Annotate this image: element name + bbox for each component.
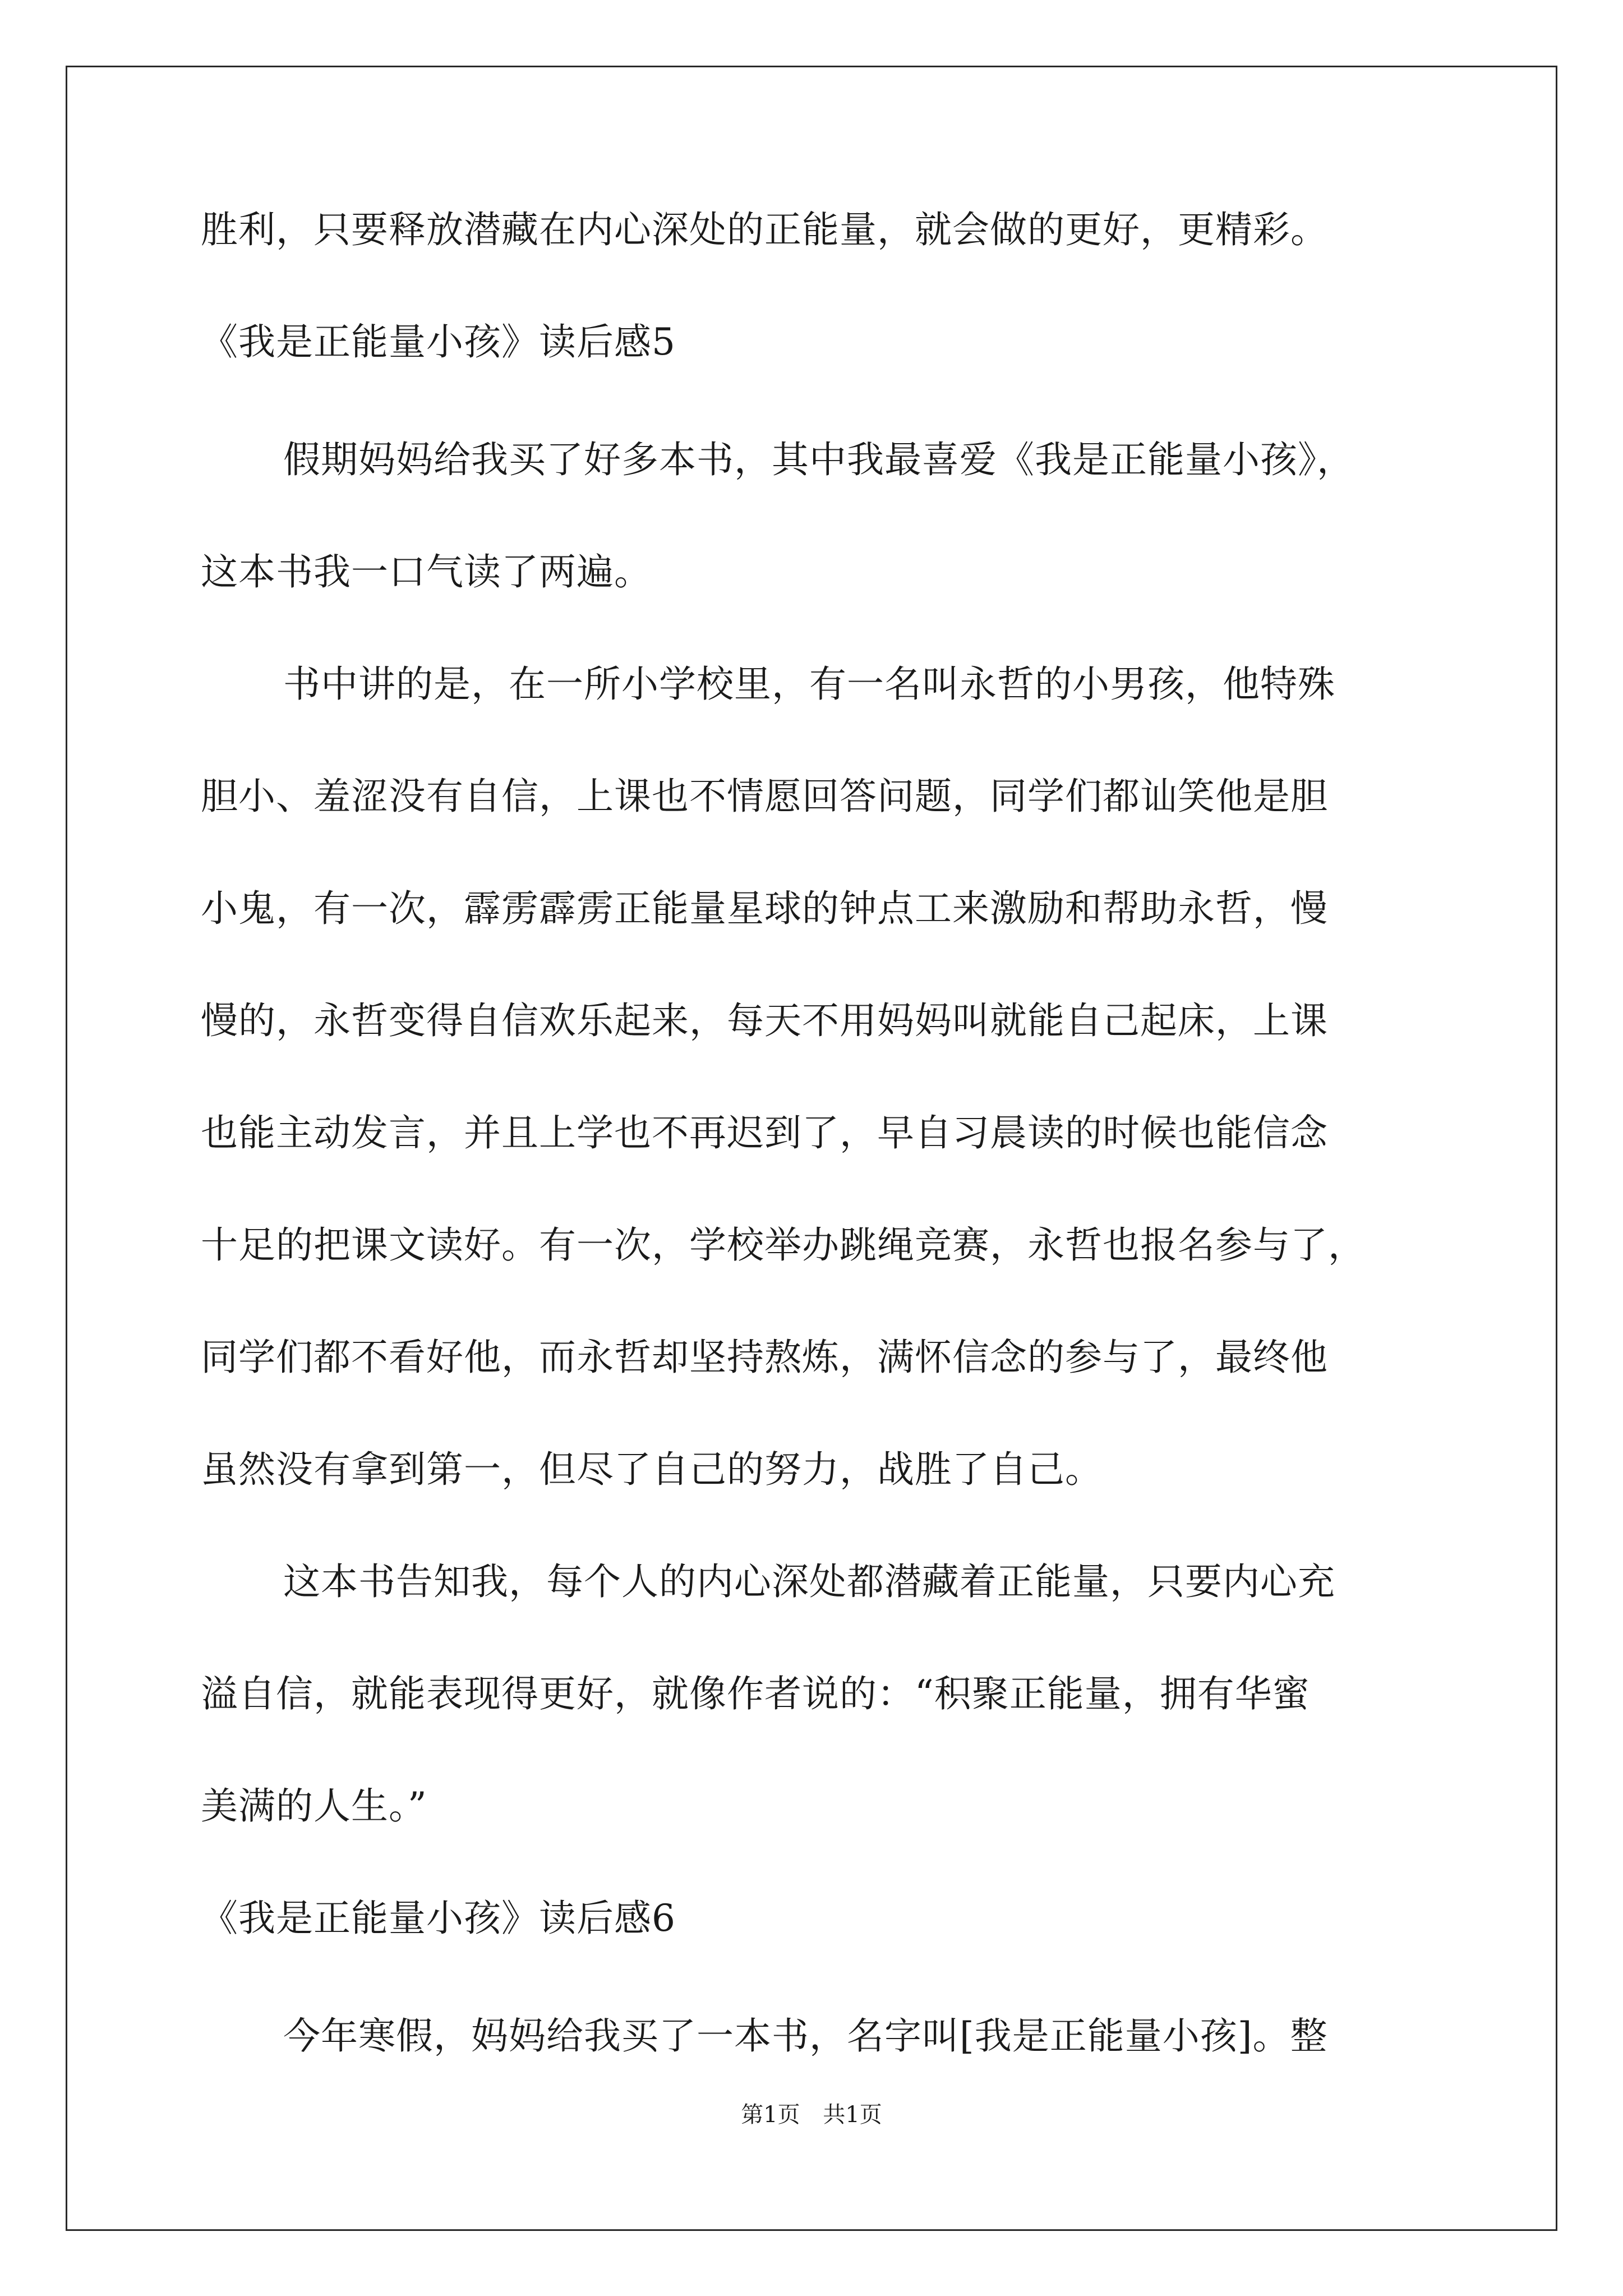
page-footer (0, 2101, 1623, 2129)
section-heading: 《我是正能量小孩》读后感5 (201, 320, 676, 364)
paragraph-first-line: 假期妈妈给我买了好多本书，其中我最喜爱《我是正能量小孩》， (283, 438, 1354, 481)
paragraph-first-line: 书中讲的是，在一所小学校里，有一名叫永哲的小男孩，他特殊 (283, 662, 1335, 706)
page-number: 第1页 (741, 2102, 800, 2128)
body-text-line: 这本书我一口气读了两遍。 (201, 550, 652, 593)
body-text-line: 虽然没有拿到第一，但尽了自己的努力，战胜了自己。 (201, 1448, 1103, 1491)
body-text-line: 同学们都不看好他，而永哲却坚持熬炼，满怀信念的参与了，最终他 (201, 1336, 1328, 1379)
body-text-line: 胜利，只要释放潜藏在内心深处的正能量，就会做的更好，更精彩。 (201, 208, 1328, 251)
body-text-line: 美满的人生。” (201, 1784, 427, 1828)
paragraph-first-line: 这本书告知我，每个人的内心深处都潜藏着正能量，只要内心充 (283, 1560, 1335, 1603)
body-text-line: 也能主动发言，并且上学也不再迟到了，早自习晨读的时候也能信念 (201, 1111, 1328, 1154)
body-text-line: 小鬼，有一次，霹雳霹雳正能量星球的钟点工来激励和帮助永哲，慢 (201, 887, 1328, 930)
body-text-line: 慢的，永哲变得自信欢乐起来，每天不用妈妈叫就能自己起床，上课 (201, 999, 1328, 1042)
page-total: 共1页 (823, 2102, 882, 2128)
body-text-line: 胆小、羞涩没有自信，上课也不情愿回答问题，同学们都讪笑他是胆 (201, 775, 1328, 818)
paragraph-first-line: 今年寒假，妈妈给我买了一本书，名字叫[我是正能量小孩]。整 (283, 2014, 1328, 2058)
body-text-line: 十足的把课文读好。有一次，学校举办跳绳竞赛，永哲也报名参与了， (201, 1223, 1366, 1267)
body-text-line: 溢自信，就能表现得更好，就像作者说的：“积聚正能量，拥有华蜜 (201, 1672, 1310, 1715)
section-heading: 《我是正能量小孩》读后感6 (201, 1897, 676, 1940)
